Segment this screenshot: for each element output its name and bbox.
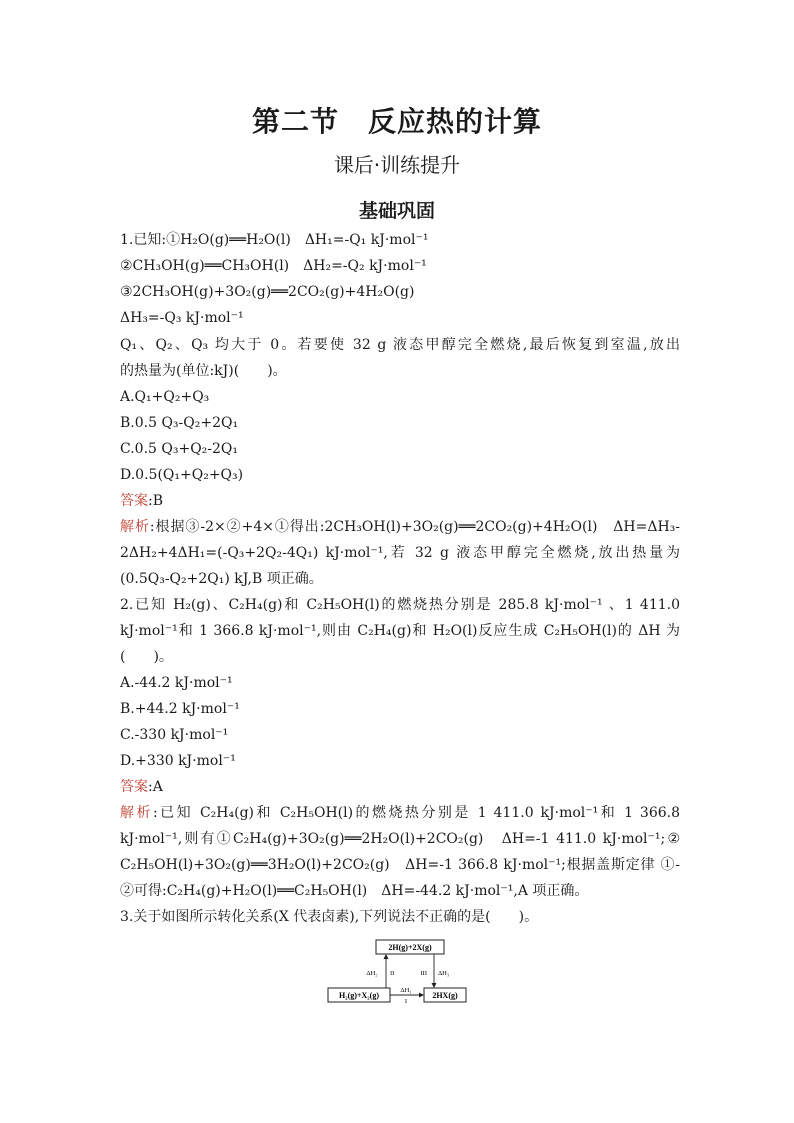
text-line: C₂H₅OH(l)+3O₂(g)══3H₂O(l)+2CO₂(g) ΔH=-1 366.8 kJ·mol⁻¹;根据盖斯定律 ①-: [120, 857, 680, 873]
text-line: A.Q₁+Q₂+Q₃: [120, 389, 210, 405]
arrow-i-dh: ΔH₁: [400, 987, 412, 994]
text-line: B.+44.2 kJ·mol⁻¹: [120, 701, 240, 717]
arrow-iii-head: [432, 983, 437, 988]
text-line-content: :A: [148, 779, 163, 795]
text-line: D.+330 kJ·mol⁻¹: [120, 753, 236, 769]
text-line-content: :B: [148, 493, 164, 509]
arrow-ii-roman: II: [390, 970, 395, 977]
text-line: Q₁、Q₂、Q₃ 均大于 0。若要使 32 g 液态甲醇完全燃烧,最后恢复到室温,放出: [120, 337, 680, 353]
text-line-content: :根据③-2×②+4×①得出:2CH₃OH(l)+3O₂(g)══2CO₂(g)+4H₂O(l) ΔH=ΔH₃-: [149, 519, 680, 535]
text-line: [120, 803, 680, 823]
text-line: [120, 517, 680, 537]
right-box-label: 2HX(g): [432, 991, 458, 1000]
answer-label: 答案: [120, 493, 148, 509]
analysis-label: 解析: [120, 519, 150, 535]
text-line-content: :已知 C₂H₄(g)和 C₂H₅OH(l)的燃烧热分别是 1 411.0 kJ·mol⁻¹和 1 366.8: [152, 805, 680, 821]
text-line: 3.关于如图所示转化关系(X 代表卤素),下列说法不正确的是( )。: [120, 909, 539, 925]
text-line: ③2CH₃OH(g)+3O₂(g)══2CO₂(g)+4H₂O(g): [120, 284, 415, 300]
text-line: ( )。: [120, 649, 173, 665]
text-line: 2ΔH₂+4ΔH₁=(-Q₃+2Q₂-4Q₁) kJ·mol⁻¹,若 32 g 液态甲醇完全燃烧,放出热量为: [120, 545, 680, 561]
arrow-i-head: [419, 993, 424, 998]
text-line: ②可得:C₂H₄(g)+H₂O(l)══C₂H₅OH(l) ΔH=-44.2 kJ·mol⁻¹,A 项正确。: [120, 883, 589, 899]
arrow-iii-roman: III: [420, 970, 427, 977]
top-box-label: 2H(g)+2X(g): [388, 943, 432, 952]
text-line: B.0.5 Q₃-Q₂+2Q₁: [120, 415, 239, 431]
text-line: (0.5Q₃-Q₂+2Q₁) kJ,B 项正确。: [120, 571, 323, 587]
answer-label: 答案: [120, 779, 148, 795]
text-line: C.-330 kJ·mol⁻¹: [120, 727, 229, 743]
text-line: kJ·mol⁻¹,则有①C₂H₄(g)+3O₂(g)══2H₂O(l)+2CO₂(g) ΔH=-1 411.0 kJ·mol⁻¹;②: [120, 831, 680, 847]
text-line: ΔH₃=-Q₃ kJ·mol⁻¹: [120, 310, 244, 326]
arrow-iii-dh: ΔH₃: [438, 970, 450, 977]
left-box-label: H₂(g)+X₂(g): [338, 991, 380, 1000]
arrow-ii-dh: ΔH₂: [366, 970, 378, 977]
page-title: 第二节 反应热的计算: [251, 105, 542, 138]
text-line: D.0.5(Q₁+Q₂+Q₃): [120, 467, 244, 483]
arrow-ii-head: [384, 954, 389, 959]
diagram-svg: [326, 938, 470, 1006]
text-line: [120, 777, 680, 797]
energy-cycle-diagram: [326, 938, 470, 1006]
analysis-label: 解析: [120, 805, 153, 821]
text-line: kJ·mol⁻¹和 1 366.8 kJ·mol⁻¹,则由 C₂H₄(g)和 H₂O(l)反应生成 C₂H₅OH(l)的 ΔH 为: [120, 623, 680, 639]
text-line: 1.已知:①H₂O(g)══H₂O(l) ΔH₁=-Q₁ kJ·mol⁻¹: [120, 232, 429, 248]
section-heading: 基础巩固: [358, 200, 435, 222]
text-line: [120, 491, 680, 511]
page-subtitle: 课后·训练提升: [333, 153, 461, 177]
text-line: C.0.5 Q₃+Q₂-2Q₁: [120, 441, 239, 457]
text-line: ②CH₃OH(g)══CH₃OH(l) ΔH₂=-Q₂ kJ·mol⁻¹: [120, 258, 427, 274]
arrow-i-roman: I: [404, 998, 408, 1005]
text-line: 的热量为(单位:kJ)( )。: [120, 363, 287, 379]
text-line: 2.已知 H₂(g)、C₂H₄(g)和 C₂H₅OH(l)的燃烧热分别是 285.8 kJ·mol⁻¹ 、1 411.0: [120, 597, 680, 613]
text-line: A.-44.2 kJ·mol⁻¹: [120, 675, 233, 691]
